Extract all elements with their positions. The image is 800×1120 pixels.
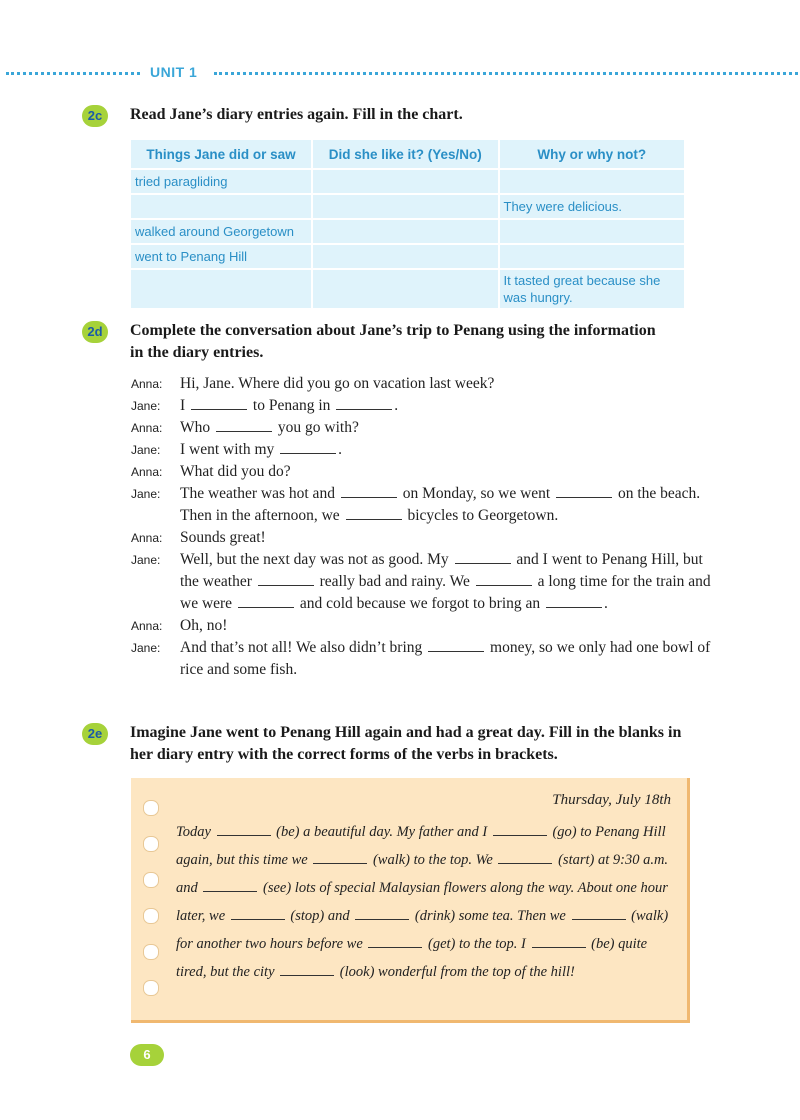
diary-blank[interactable] [313, 851, 367, 864]
conversation-line [131, 373, 711, 395]
notebook-ring-icon [143, 980, 159, 996]
exercise-badge-2d: 2d [82, 321, 108, 343]
chart-row [131, 269, 685, 309]
conversation-text: What did you do? [180, 463, 291, 480]
speaker-label: Jane: [131, 641, 161, 655]
conversation-text: I [180, 397, 190, 414]
conversation-text: Oh, no! [180, 617, 228, 634]
speech-text [180, 395, 711, 417]
conversation-blank[interactable] [546, 595, 602, 608]
conversation-text: you go with? [274, 419, 359, 436]
diary-text: (stop) and [286, 908, 354, 924]
conversation-line [131, 527, 711, 549]
conversation-blank[interactable] [238, 595, 294, 608]
conversation-text: and cold because we forgot to bring an [295, 595, 545, 612]
diary-text: (look) wonderful from the top of the hill! [336, 964, 575, 980]
diary-text: (be) quite tired, but the city [176, 936, 648, 980]
notebook-ring-icon [143, 908, 159, 924]
diary-text: (walk) to the top. We [369, 852, 497, 868]
diary-blank[interactable] [355, 907, 409, 920]
chart-header-row [131, 140, 685, 169]
chart-col-things: Things Jane did or saw [131, 140, 312, 169]
conversation-text: a long time for the train and we were [180, 573, 711, 612]
speaker-label: Jane: [131, 553, 161, 567]
conversation-line [131, 461, 711, 483]
chart-cell[interactable] [312, 269, 498, 309]
conversation-text: Well, but the next day was not as good. My [180, 551, 453, 568]
speaker-label: Anna: [131, 421, 163, 435]
instruction-2d: Complete the conversation about Jane’s trip to Penang using the information in the diary entries. [130, 322, 656, 361]
instruction-2c: Read Jane’s diary entries again. Fill in the chart. [130, 106, 463, 123]
conversation-blank[interactable] [556, 485, 612, 498]
chart-cell[interactable] [312, 169, 498, 194]
speech-text [180, 373, 711, 395]
chart-row [131, 244, 685, 269]
chart-row [131, 219, 685, 244]
chart-cell[interactable]: walked around Georgetown [131, 219, 312, 244]
header-dots-left [6, 72, 140, 75]
header-dots-right [214, 72, 798, 75]
conversation-blank[interactable] [258, 573, 314, 586]
conversation-blank[interactable] [336, 397, 392, 410]
diary-blank[interactable] [280, 963, 334, 976]
speaker-label: Jane: [131, 487, 161, 501]
conversation-text: . [604, 595, 608, 612]
conversation-line [131, 395, 711, 417]
speech-text [180, 527, 711, 549]
diary-blank[interactable] [217, 823, 271, 836]
diary-date: Thursday, July 18th [552, 792, 671, 808]
conversation-text: I went with my [180, 441, 279, 458]
conversation-blank[interactable] [428, 639, 484, 652]
diary-text: (be) a beautiful day. My father and I [272, 824, 491, 840]
conversation-text: bicycles to Georgetown. [403, 507, 559, 524]
exercise-badge-2e: 2e [82, 723, 108, 745]
diary-blank[interactable] [231, 907, 285, 920]
chart-cell[interactable] [499, 244, 685, 269]
page-number: 6 [130, 1044, 164, 1066]
conversation-text: And that’s not all! We also didn’t bring [180, 639, 427, 656]
diary-text [176, 818, 676, 986]
diary-text: (get) to the top. I [424, 936, 530, 952]
conversation-blank[interactable] [216, 419, 272, 432]
conversation-text: The weather was hot and [180, 485, 339, 502]
conversation-line [131, 483, 711, 527]
chart-row [131, 194, 685, 219]
diary-text: (drink) some tea. Then we [411, 908, 570, 924]
unit-label: UNIT 1 [150, 64, 198, 80]
speech-text [180, 637, 711, 681]
diary-blank[interactable] [203, 879, 257, 892]
chart-cell[interactable]: They were delicious. [499, 194, 685, 219]
diary-text: (go) to Penang Hill again, but this time we [176, 824, 666, 868]
exercise-badge-2c: 2c [82, 105, 108, 127]
conversation-text: Sounds great! [180, 529, 266, 546]
conversation-line [131, 637, 711, 681]
diary-text: (walk) for another two hours before we [176, 908, 669, 952]
speaker-label: Jane: [131, 443, 161, 457]
conversation-blank[interactable] [346, 507, 402, 520]
conversation-blank[interactable] [280, 441, 336, 454]
diary-text: (see) lots of special Malaysian flowers along the way. About one hour later, we [176, 880, 668, 924]
speech-text [180, 439, 711, 461]
chart-cell[interactable] [131, 194, 312, 219]
speech-text [180, 483, 711, 527]
diary-blank[interactable] [498, 851, 552, 864]
diary-chart [131, 140, 686, 310]
chart-cell[interactable] [312, 194, 498, 219]
conversation-text: on the beach. Then in the afternoon, we [180, 485, 701, 524]
speaker-label: Anna: [131, 465, 163, 479]
conversation-line [131, 549, 711, 615]
chart-cell[interactable] [312, 244, 498, 269]
speaker-label: Anna: [131, 619, 163, 633]
conversation-blank[interactable] [455, 551, 511, 564]
chart-cell[interactable]: went to Penang Hill [131, 244, 312, 269]
conversation-text: money, so we only had one bowl of rice and some fish. [180, 639, 711, 678]
conversation-blank[interactable] [476, 573, 532, 586]
chart-col-liked: Did she like it? (Yes/No) [312, 140, 498, 169]
conversation-line [131, 615, 711, 637]
speaker-label: Jane: [131, 399, 161, 413]
speaker-label: Anna: [131, 377, 163, 391]
diary-blank[interactable] [572, 907, 626, 920]
chart-cell[interactable]: tried paragliding [131, 169, 312, 194]
speech-text [180, 461, 711, 483]
conversation-text: . [394, 397, 399, 414]
unit-header [0, 64, 800, 84]
notebook-ring-icon [143, 944, 159, 960]
conversation-text: to Penang in [249, 397, 335, 414]
conversation-text: on Monday, so we went [398, 485, 555, 502]
instruction-2e: Imagine Jane went to Penang Hill again and had a great day. Fill in the blanks in her diary entry with the correct forms of the verbs in brackets. [130, 724, 682, 763]
speech-text [180, 549, 711, 615]
speaker-label: Anna: [131, 531, 163, 545]
speech-text [180, 417, 711, 439]
conversation-blank[interactable] [191, 397, 247, 410]
notebook-ring-icon [143, 872, 159, 888]
conversation-text: really bad and rainy. We [315, 573, 474, 590]
conversation-line [131, 439, 711, 461]
chart-cell[interactable]: It tasted great because she was hungry. [499, 269, 685, 309]
chart-cell[interactable] [312, 219, 498, 244]
chart-row [131, 169, 685, 194]
notebook-ring-icon [143, 836, 159, 852]
diary-blank[interactable] [493, 823, 547, 836]
diary-entry-box [131, 778, 690, 1023]
conversation-text: Hi, Jane. Where did you go on vacation last week? [180, 375, 495, 392]
chart-cell[interactable] [499, 169, 685, 194]
speech-text [180, 615, 711, 637]
chart-col-why: Why or why not? [499, 140, 685, 169]
conversation-text: and I went to Penang Hill, but the weather [180, 551, 703, 590]
notebook-ring-icon [143, 800, 159, 816]
conversation [131, 373, 711, 681]
diary-blank[interactable] [532, 935, 586, 948]
chart-cell[interactable] [499, 219, 685, 244]
diary-text: Today [176, 824, 215, 840]
chart-cell[interactable] [131, 269, 312, 309]
conversation-line [131, 417, 711, 439]
conversation-text: . [338, 441, 343, 458]
conversation-blank[interactable] [341, 485, 397, 498]
diary-blank[interactable] [368, 935, 422, 948]
conversation-text: Who [180, 419, 215, 436]
diary-text: (start) at 9:30 a.m. and [176, 852, 669, 896]
